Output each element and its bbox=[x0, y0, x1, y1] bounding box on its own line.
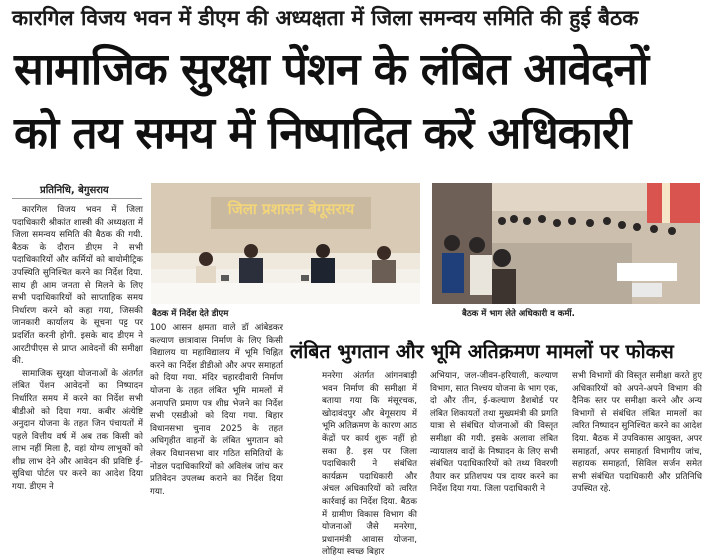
paragraph: मनरेगा अंतर्गत आंगनबाड़ी भवन निर्माण की समीक्षा में बताया गया कि मंसूरचक, खोदावंदपुर और बेगूसराय में भूमि अतिक्रमण के कारण आठ केंद्रों पर कार्य शुरू नहीं हो सका है. इस पर जिला पदाधिकारी ने संबंधित कार्यक्रम पदाधिकारी और अंचल अधिकारियों को त्वरित कार्रवाई का निर्देश दिया. बैठक में ग्रामीण विकास विभाग की योजनाओं जैसे मनरेगा, प्रधानमंत्री आवास योजना, लोहिया स्वच्छ बिहार bbox=[322, 371, 417, 558]
body-column-2 bbox=[150, 322, 283, 534]
photo-dm-meeting bbox=[151, 183, 420, 304]
body-column-5 bbox=[572, 370, 702, 536]
body-column-1 bbox=[12, 204, 143, 534]
photo-meeting-hall bbox=[432, 183, 700, 304]
headline-line-2: को तय समय में निष्पादित करें अधिकारी bbox=[14, 108, 631, 159]
photo-banner-text: जिला प्रशासन बेगूसराय bbox=[227, 200, 355, 218]
subheadline: लंबित भुगतान और भूमि अतिक्रमण मामलों पर फोकस bbox=[290, 340, 674, 363]
photo-caption-1: बैठक में निर्देश देते डीएम bbox=[152, 309, 229, 319]
byline: प्रतिनिधि, बेगुसराय bbox=[40, 185, 109, 196]
byline-divider bbox=[12, 198, 142, 199]
kicker-line: कारगिल विजय भवन में डीएम की अध्यक्षता में जिला समन्वय समिति की हुई बैठक bbox=[12, 6, 639, 30]
photo-meeting-hall-icon bbox=[432, 183, 700, 304]
headline-line-1: सामाजिक सुरक्षा पेंशन के लंबित आवेदनों bbox=[14, 44, 649, 95]
paragraph: सामाजिक सुरक्षा योजनाओं के अंतर्गत लंबित पेंशन आवेदनों का निष्पादन निर्धारित समय में करने का निर्देश सभी बीडीओ को दिया गया. कबीर अंत्येष्टि अनुदान योजना के तहत जिन पंचायतों में पहले वित्तीय वर्ष में अब तक किसी को लाभ नहीं मिला है, वहां योग्य लाभुकों को शीघ्र लाभ देने और आवेदन की प्रविष्टि ई-सुविधा पोर्टल पर करने का आदेश दिया गया. डीएम ने bbox=[12, 368, 143, 493]
paragraph: 100 आसन क्षमता वाले डॉ आंबेडकर कल्याण छात्रावास निर्माण के लिए किसी विद्यालय या महाविद्यालय में भूमि चिह्नित करने का निर्देश डीडीओ और अपर समाहर्ता को दिया गया. मंदिर चहारदीवारी निर्माण योजना के तहत लंबित भूमि मामलों में अनापत्ति प्रमाण पत्र शीघ्र भेजने का निर्देश सभी एसडीओ को दिया गया. बिहार विधानसभा चुनाव 2025 के तहत अधिगृहीत वाहनों के लंबित भुगतान को लेकर विधानसभा वार गठित समितियों के नोडल पदाधिकारियों को अविलंब जांच कर प्रतिवेदन उपलब्ध कराने का निर्देश दिया गया. bbox=[150, 323, 283, 497]
paragraph: अभियान, जल-जीवन-हरियाली, कल्याण विभाग, सात निश्चय योजना के भाग एक, दो और तीन, ई-कल्याण डैशबोर्ड पर लंबित शिकायतों तथा मुख्यमंत्री की प्रगति यात्रा से संबंधित योजनाओं की विस्तृत समीक्षा की गयी. इसके अलावा लंबित न्यायालय वादों के निष्पादन के लिए सभी संबंधित पदाधिकारियों को तथ्य विवरणी तैयार कर प्रतिशपथ पत्र दायर करने का निर्देश दिया गया. जिला पदाधिकारी ने bbox=[430, 371, 558, 495]
paragraph: कारगिल विजय भवन में जिला पदाधिकारी श्रीकांत शास्त्री की अध्यक्षता में जिला समन्वय समिति की बैठक की गयी. बैठक के दौरान डीएम ने सभी पदाधिकारियों और कर्मियों को बायोमीट्रिक उपस्थिति सुनिश्चित करने का निर्देश दिया. साथ ही आम जनता से मिलने के लिए सभी पदाधिकारियों को साप्ताहिक समय निर्धारण करने को कहा गया, जिसकी जानकारी कार्यालय के सूचना पट्ट पर प्रदर्शित करनी होगी. इसके बाद डीएम ने आरटीपीएस से प्राप्त आवेदनों की समीक्षा की. bbox=[12, 205, 143, 367]
photo-caption-2: बैठक में भाग लेते अधिकारी व कर्मी. bbox=[462, 309, 575, 319]
body-column-3 bbox=[322, 370, 417, 558]
paragraph: सभी विभागों की विस्तृत समीक्षा करते हुए अधिकारियों को अपने-अपने विभाग की दैनिक स्तर पर समीक्षा करने और अन्य विभागों से संबंधित लंबित मामलों का त्वरित निष्पादन सुनिश्चित करने का आदेश दिया. बैठक में उपविकास आयुक्त, अपर समाहर्ता, अपर समाहर्ता विभागीय जांच, सहायक समाहर्ता, सिविल सर्जन समेत सभी संबंधित पदाधिकारी और प्रतिनिधि उपस्थित रहे. bbox=[572, 371, 702, 495]
body-column-4 bbox=[430, 370, 558, 536]
